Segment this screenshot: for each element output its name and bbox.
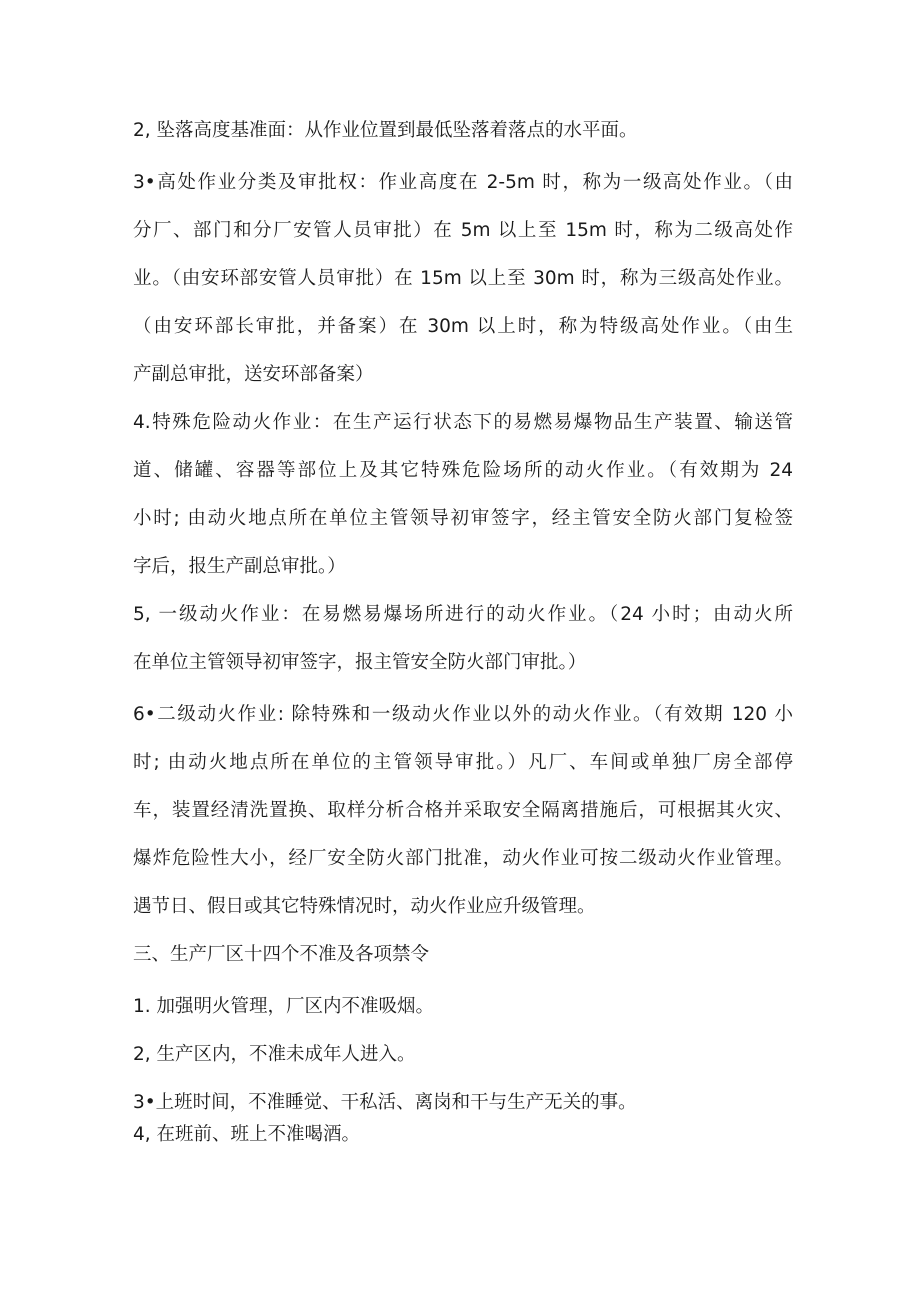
text-line: 5, 一级动火作业：在易燃易爆场所进行的动火作业。（24 小时；由动火所	[133, 604, 793, 625]
section-heading: 三、生产厂区十四个不准及各项禁令	[133, 944, 430, 965]
text-line: 时; 由动火地点所在单位的主管领导审批。）凡厂、车间或单独厂房全部停	[133, 752, 793, 773]
text-line: 业。（由安环部安管人员审批）在 15m 以上至 30m 时，称为三级高处作业。	[133, 268, 793, 289]
list-item: 2, 生产区内，不准未成年人进入。	[133, 1044, 416, 1065]
text-line: 车，装置经清洗置换、取样分析合格并采取安全隔离措施后，可根据其火灾、	[133, 800, 793, 821]
text-line: 爆炸危险性大小，经厂安全防火部门批准，动火作业可按二级动火作业管理。	[133, 848, 793, 869]
text-line: 在单位主管领导初审签字，报主管安全防火部门审批。）	[133, 652, 587, 673]
list-item: 1. 加强明火管理，厂区内不准吸烟。	[133, 996, 435, 1017]
text-line: 产副总审批，送安环部备案）	[133, 364, 374, 385]
list-item: 4, 在班前、班上不准喝酒。	[133, 1124, 361, 1145]
text-line: 3•高处作业分类及审批权：作业高度在 2-5m 时，称为一级高处作业。（由	[133, 172, 793, 193]
text-line: 遇节日、假日或其它特殊情况时，动火作业应升级管理。	[133, 896, 596, 917]
text-line: 6•二级动火作业: 除特殊和一级动火作业以外的动火作业。（有效期 120 小	[133, 704, 793, 725]
text-line: 字后，报生产副总审批。）	[133, 556, 346, 577]
text-line: （由安环部长审批，并备案）在 30m 以上时，称为特级高处作业。（由生	[133, 316, 793, 337]
text-line: 道、储罐、容器等部位上及其它特殊危险场所的动火作业。（有效期为 24	[133, 460, 793, 481]
text-line: 小时; 由动火地点所在单位主管领导初审签字，经主管安全防火部门复检签	[133, 508, 793, 529]
text-line: 分厂、部门和分厂安管人员审批）在 5m 以上至 15m 时，称为二级高处作	[133, 220, 793, 241]
list-item: 3•上班时间，不准睡觉、干私活、离岗和干与生产无关的事。	[133, 1092, 637, 1113]
text-line: 4.特殊危险动火作业：在生产运行状态下的易燃易爆物品生产装置、输送管	[133, 412, 793, 433]
text-line: 2, 坠落高度基准面：从作业位置到最低坠落着落点的水平面。	[133, 120, 638, 141]
